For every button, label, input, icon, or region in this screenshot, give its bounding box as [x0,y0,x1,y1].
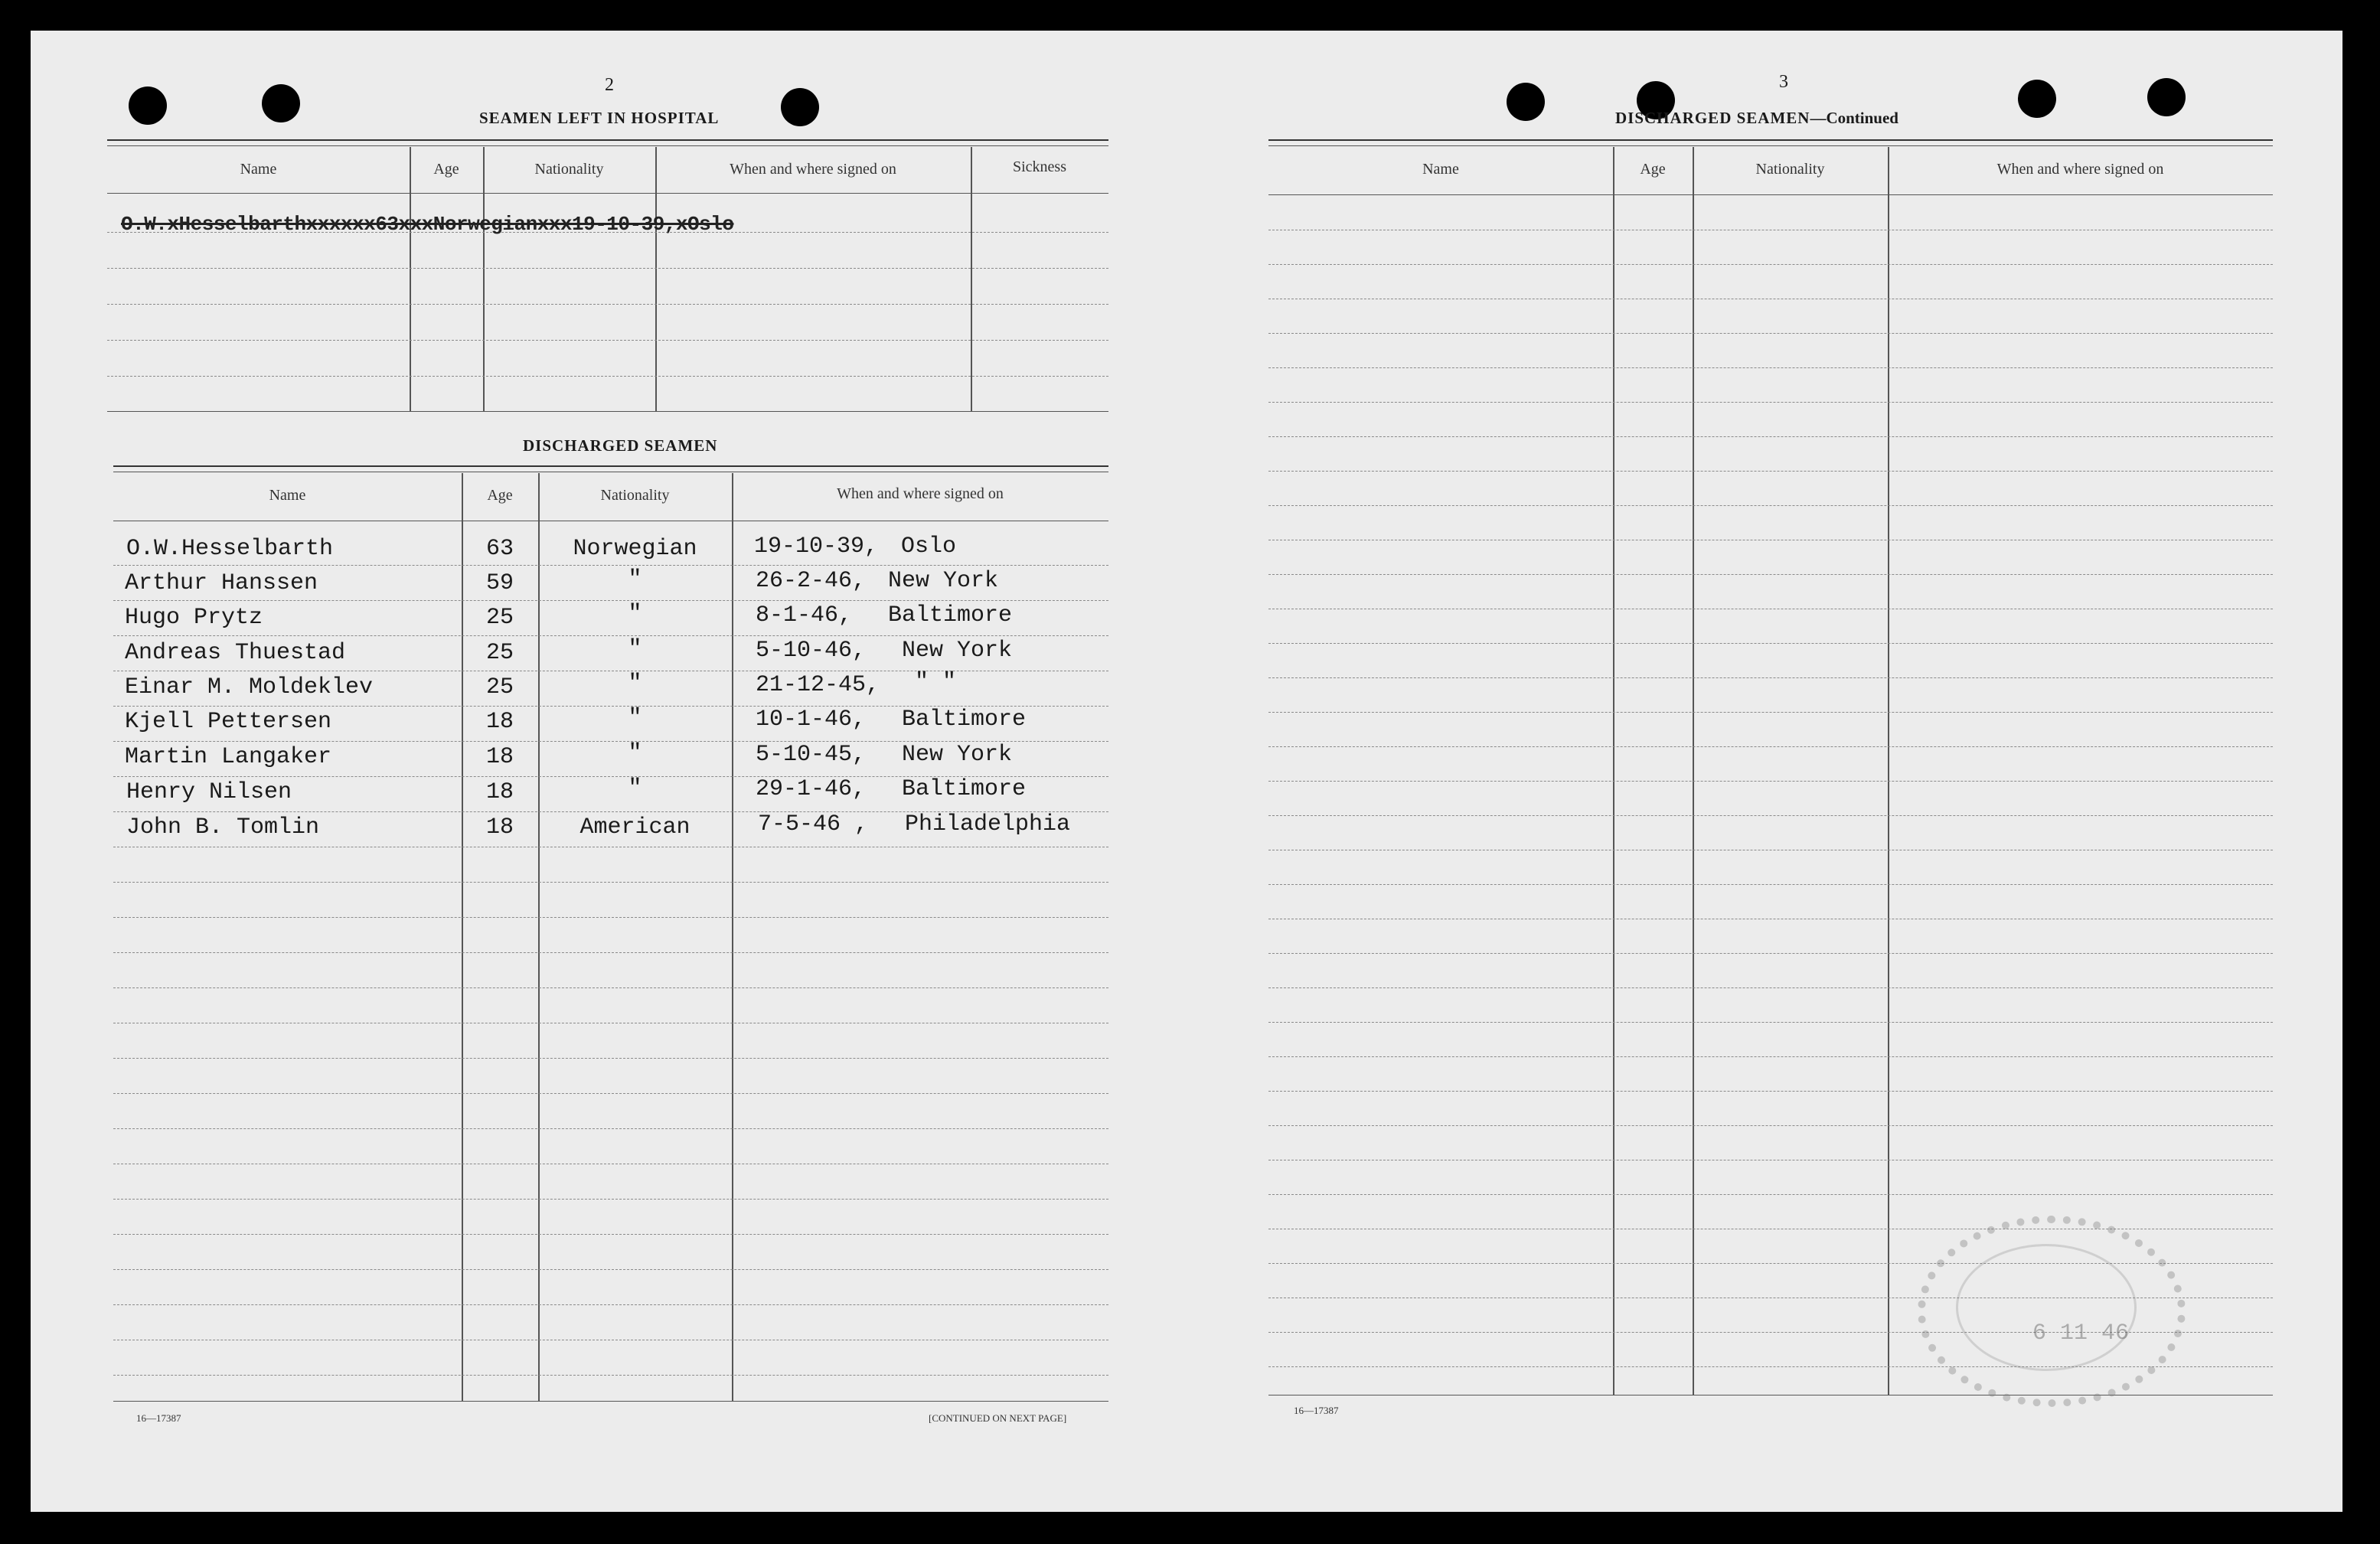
right-line [1268,1125,2273,1126]
hospital-header-signed-on: When and where signed on [730,161,896,178]
row-7-age: 18 [485,744,514,770]
right-header-signed-on: When and where signed on [1996,161,2164,178]
discharged-header-name: Name [269,487,306,504]
hospital-section-title: SEAMEN LEFT IN HOSPITAL [479,109,720,127]
right-line [1268,333,2273,334]
row-9-date: 7-5-46 , [758,811,869,837]
right-line [1268,367,2273,368]
hospital-col-divider-1 [410,147,411,411]
punch-hole-7 [2147,78,2186,116]
row-2-name: Arthur Hanssen [125,570,318,596]
stamp-date: 6 11 46 [2032,1320,2130,1347]
row-6-nationality: " [628,705,642,731]
discharged-line [113,1199,1108,1200]
right-line [1268,953,2273,954]
hospital-header-nationality: Nationality [534,161,604,178]
discharged-section-title: DISCHARGED SEAMEN [523,436,718,455]
discharged-top-rule [113,465,1108,467]
discharged-line [113,882,1108,883]
right-line [1268,1056,2273,1057]
row-2-nationality: " [628,566,642,592]
punch-hole-1 [129,87,167,125]
hospital-header-name: Name [240,161,277,178]
right-header-rule [1268,194,2273,195]
right-line [1268,264,2273,265]
hospital-header-sickness: Sickness [1013,158,1066,175]
discharged-header-signed-on: When and where signed on [837,485,1004,502]
row-6-name: Kjell Pettersen [125,709,332,735]
hospital-col-divider-3 [655,147,657,411]
row-1-date: 19-10-39, [754,534,879,560]
right-top-rule-2 [1268,145,2273,146]
right-header-age: Age [1640,161,1666,178]
punch-hole-6 [2018,80,2056,118]
row-6-date: 10-1-46, [756,707,867,733]
row-5-place: " " [915,669,957,695]
row-9-nationality: American [579,814,690,841]
right-line [1268,1194,2273,1195]
row-5-age: 25 [485,674,514,700]
row-1-name: O.W.Hesselbarth [126,536,334,562]
row-7-name: Martin Langaker [125,744,332,770]
discharged-line [113,1093,1108,1094]
row-1-age: 63 [485,536,514,562]
discharged-line [113,1058,1108,1059]
row-4-nationality: " [628,636,642,662]
right-line [1268,471,2273,472]
right-col-divider-2 [1693,147,1694,1395]
hospital-struck-entry: O.W.xHesselbarthxxxxxx63xxxNorwegianxxx19-10-39,xOslo [121,213,734,236]
row-6-age: 18 [485,709,514,735]
row-7-nationality: " [628,740,642,766]
right-line [1268,1091,2273,1092]
hospital-col-divider-4 [971,147,972,411]
row-4-age: 25 [485,640,514,666]
right-line [1268,505,2273,506]
left-footer-continued: [CONTINUED ON NEXT PAGE] [929,1412,1067,1424]
hospital-top-rule-2 [107,145,1108,146]
row-3-age: 25 [485,605,514,631]
hospital-line [107,376,1108,377]
right-line [1268,712,2273,713]
row-3-date: 8-1-46, [756,602,853,628]
hospital-top-rule [107,139,1108,141]
left-footer-code: 16—17387 [136,1412,181,1424]
discharged-line [113,1128,1108,1129]
right-header-name: Name [1422,161,1459,178]
right-line [1268,884,2273,885]
right-line [1268,987,2273,988]
discharged-line [113,1375,1108,1376]
punch-hole-4 [1507,83,1545,121]
discharged-header-nationality: Nationality [600,487,670,504]
row-9-place: Philadelphia [905,811,1071,837]
right-col-divider-3 [1888,147,1889,1395]
row-5-name: Einar M. Moldeklev [125,674,374,700]
row-9-age: 18 [485,814,514,841]
right-header-nationality: Nationality [1755,161,1825,178]
discharged-col-divider-3 [732,473,733,1401]
discharged-line [113,1304,1108,1305]
right-section-title [1615,109,1898,128]
row-4-name: Andreas Thuestad [125,640,346,666]
discharged-line [113,1234,1108,1235]
row-2-place: New York [888,568,999,594]
row-2-age: 59 [485,570,514,596]
right-line [1268,1022,2273,1023]
discharged-line [113,987,1108,988]
row-5-nationality: " [628,671,642,697]
right-line [1268,677,2273,678]
discharged-bottom-rule [113,1401,1108,1402]
row-8-date: 29-1-46, [756,776,867,802]
faded-stamp-inner [1956,1244,2137,1371]
hospital-line [107,340,1108,341]
hospital-header-age: Age [433,161,459,178]
row-8-name: Henry Nilsen [126,779,292,805]
hospital-line [107,304,1108,305]
hospital-line [107,268,1108,269]
row-3-place: Baltimore [888,602,1013,628]
discharged-line [113,952,1108,953]
discharged-line [113,1269,1108,1270]
right-line [1268,781,2273,782]
right-top-rule [1268,139,2273,141]
right-col-divider-1 [1613,147,1614,1395]
right-line [1268,815,2273,816]
right-line [1268,574,2273,575]
discharged-header-age: Age [487,487,513,504]
right-line [1268,746,2273,747]
right-title-main: DISCHARGED SEAMEN [1615,109,1810,127]
punch-hole-3 [781,88,819,126]
row-4-date: 5-10-46, [756,638,867,664]
right-title-suffix: —Continued [1810,109,1898,127]
row-3-name: Hugo Prytz [125,605,263,631]
row-1-place: Oslo [901,534,957,560]
row-7-date: 5-10-45, [756,742,867,768]
row-1-nationality: Norwegian [573,536,697,562]
row-6-place: Baltimore [902,707,1027,733]
row-7-place: New York [902,742,1013,768]
right-line [1268,402,2273,403]
row-8-age: 18 [485,779,514,805]
row-8-place: Baltimore [902,776,1027,802]
hospital-bottom-rule [107,411,1108,412]
right-line [1268,643,2273,644]
right-line [1268,436,2273,437]
hospital-header-rule [107,193,1108,194]
row-2-date: 26-2-46, [756,568,867,594]
hospital-col-divider-2 [483,147,485,411]
left-page-number: 2 [605,75,614,95]
row-9-name: John B. Tomlin [126,814,320,841]
right-footer-code: 16—17387 [1294,1405,1339,1416]
discharged-line [113,565,1108,566]
row-5-date: 21-12-45, [756,672,880,698]
row-8-nationality: " [628,775,642,801]
row-3-nationality: " [628,601,642,627]
punch-hole-2 [262,84,300,122]
row-4-place: New York [902,638,1013,664]
discharged-line [113,917,1108,918]
right-page-number: 3 [1779,72,1788,92]
